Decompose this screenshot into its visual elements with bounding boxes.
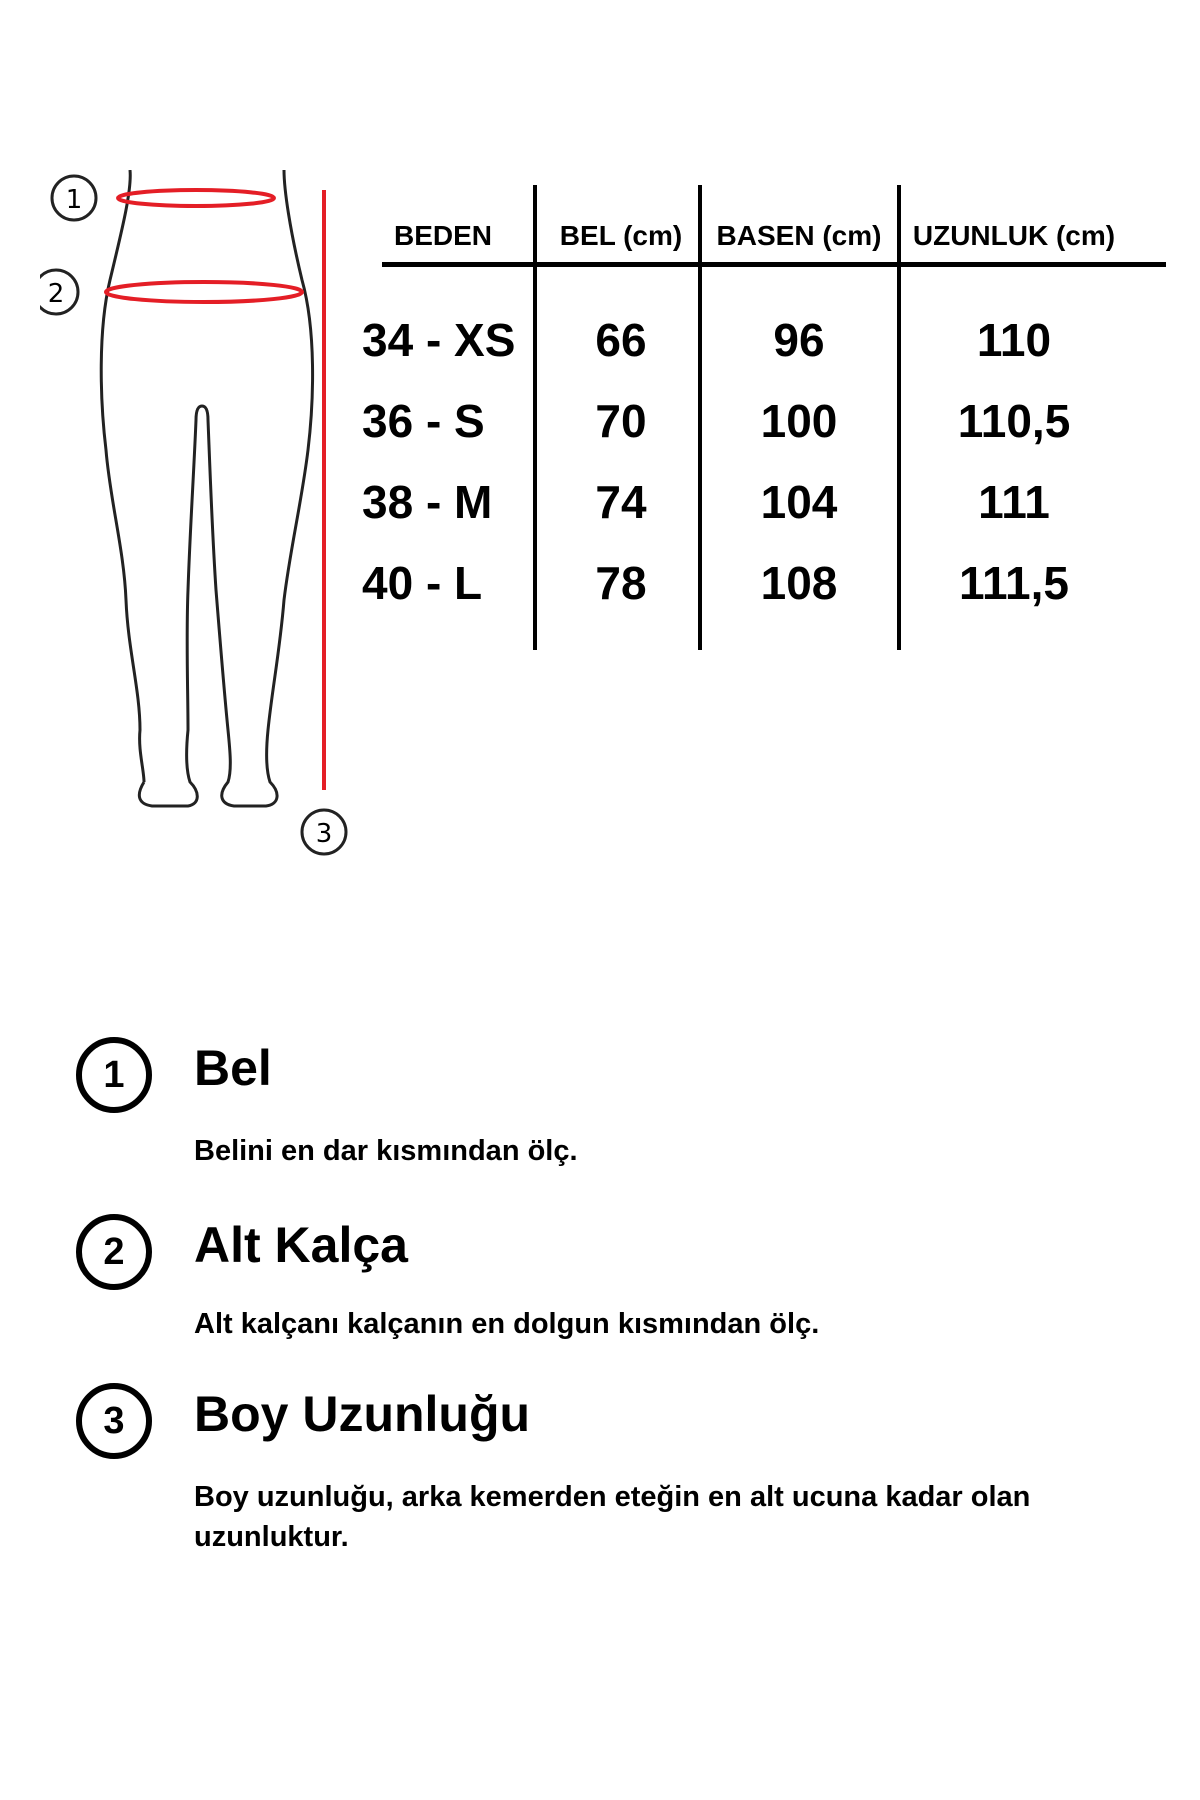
row-2-waist: 70	[595, 395, 647, 447]
header-length: UZUNLUK (cm)	[912, 220, 1116, 251]
header-waist: BEL (cm)	[559, 220, 683, 251]
size-table	[356, 185, 1166, 650]
header-size: BEDEN	[394, 220, 493, 251]
header-divider	[382, 262, 1166, 267]
legs-silhouette	[40, 170, 360, 870]
row-3-size: 38 - M	[362, 476, 493, 528]
legend-item-waist	[76, 1037, 1136, 1177]
row-1-hip: 96	[773, 314, 825, 366]
row-3-hip: 104	[760, 476, 838, 528]
row-3-waist: 74	[595, 476, 647, 528]
legend-description: Boy uzunluğu, arka kemerden eteğin en alt ucuna kadar olan uzunluktur.	[194, 1481, 1031, 1553]
row-2-length: 110,5	[957, 395, 1071, 447]
row-2-size: 36 - S	[362, 395, 485, 447]
legend-title: Alt Kalça	[194, 1217, 408, 1273]
legend-title: Boy Uzunluğu	[194, 1386, 531, 1442]
legend-item-hip	[76, 1214, 1136, 1354]
row-1-length: 110	[976, 314, 1052, 366]
measurement-figure	[40, 170, 360, 870]
legend-description: Belini en dar kısmından ölç.	[194, 1135, 578, 1167]
legend-number-badge: 2	[76, 1214, 152, 1290]
legend-number-badge: 3	[76, 1383, 152, 1459]
header-hip: BASEN (cm)	[716, 220, 882, 251]
marker-3-label: 3	[315, 819, 333, 849]
legend-description: Alt kalçanı kalçanın en dolgun kısmından ölç.	[194, 1308, 820, 1340]
row-4-size: 40 - L	[362, 557, 483, 609]
legend-number-badge: 1	[76, 1037, 152, 1113]
row-4-length: 111,5	[958, 557, 1070, 609]
marker-2-label: 2	[47, 279, 65, 309]
row-1-size: 34 - XS	[362, 314, 516, 366]
row-4-hip: 108	[760, 557, 838, 609]
legend-item-length	[76, 1383, 1136, 1583]
column-divider	[533, 185, 537, 650]
legend-title: Bel	[194, 1040, 272, 1096]
row-2-hip: 100	[760, 395, 838, 447]
column-divider	[698, 185, 702, 650]
row-1-waist: 66	[595, 314, 647, 366]
row-4-waist: 78	[595, 557, 647, 609]
row-3-length: 111	[978, 476, 1050, 528]
column-divider	[897, 185, 901, 650]
marker-1-label: 1	[65, 185, 83, 215]
